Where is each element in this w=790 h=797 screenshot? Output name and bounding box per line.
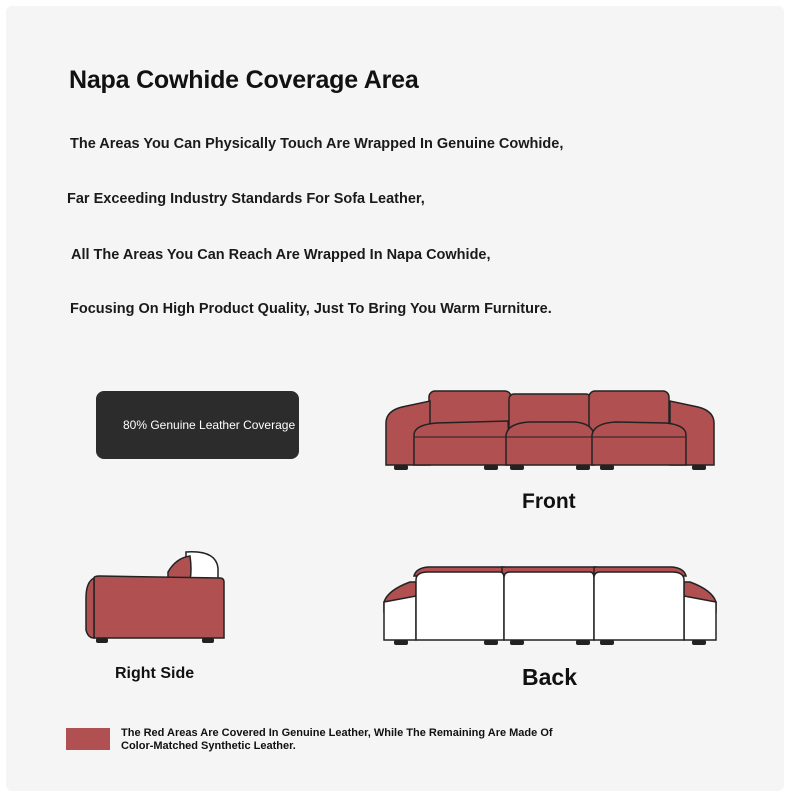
description-line: Far Exceeding Industry Standards For Sofa Leather, <box>67 191 425 207</box>
description-line: The Areas You Can Physically Touch Are Wrapped In Genuine Cowhide, <box>70 136 564 152</box>
legend-text: The Red Areas Are Covered In Genuine Leather, While The Remaining Are Made Of Color-Matched Synthetic Leather. <box>121 727 553 752</box>
right-side-view-label: Right Side <box>115 665 195 682</box>
description-line: Focusing On High Product Quality, Just To Bring You Warm Furniture. <box>70 301 552 317</box>
front-view-label: Front <box>522 490 576 513</box>
coverage-badge-text: 80% Genuine Leather Coverage <box>123 418 296 432</box>
sofa-front-view <box>380 385 720 475</box>
leather-color-swatch <box>66 728 110 750</box>
back-view-label: Back <box>522 664 577 690</box>
sofa-back-view <box>380 562 720 652</box>
coverage-badge <box>96 391 299 459</box>
page-title: Napa Cowhide Coverage Area <box>69 66 419 94</box>
sofa-right-side-view <box>80 548 230 648</box>
description-line: All The Areas You Can Reach Are Wrapped In Napa Cowhide, <box>71 247 491 263</box>
